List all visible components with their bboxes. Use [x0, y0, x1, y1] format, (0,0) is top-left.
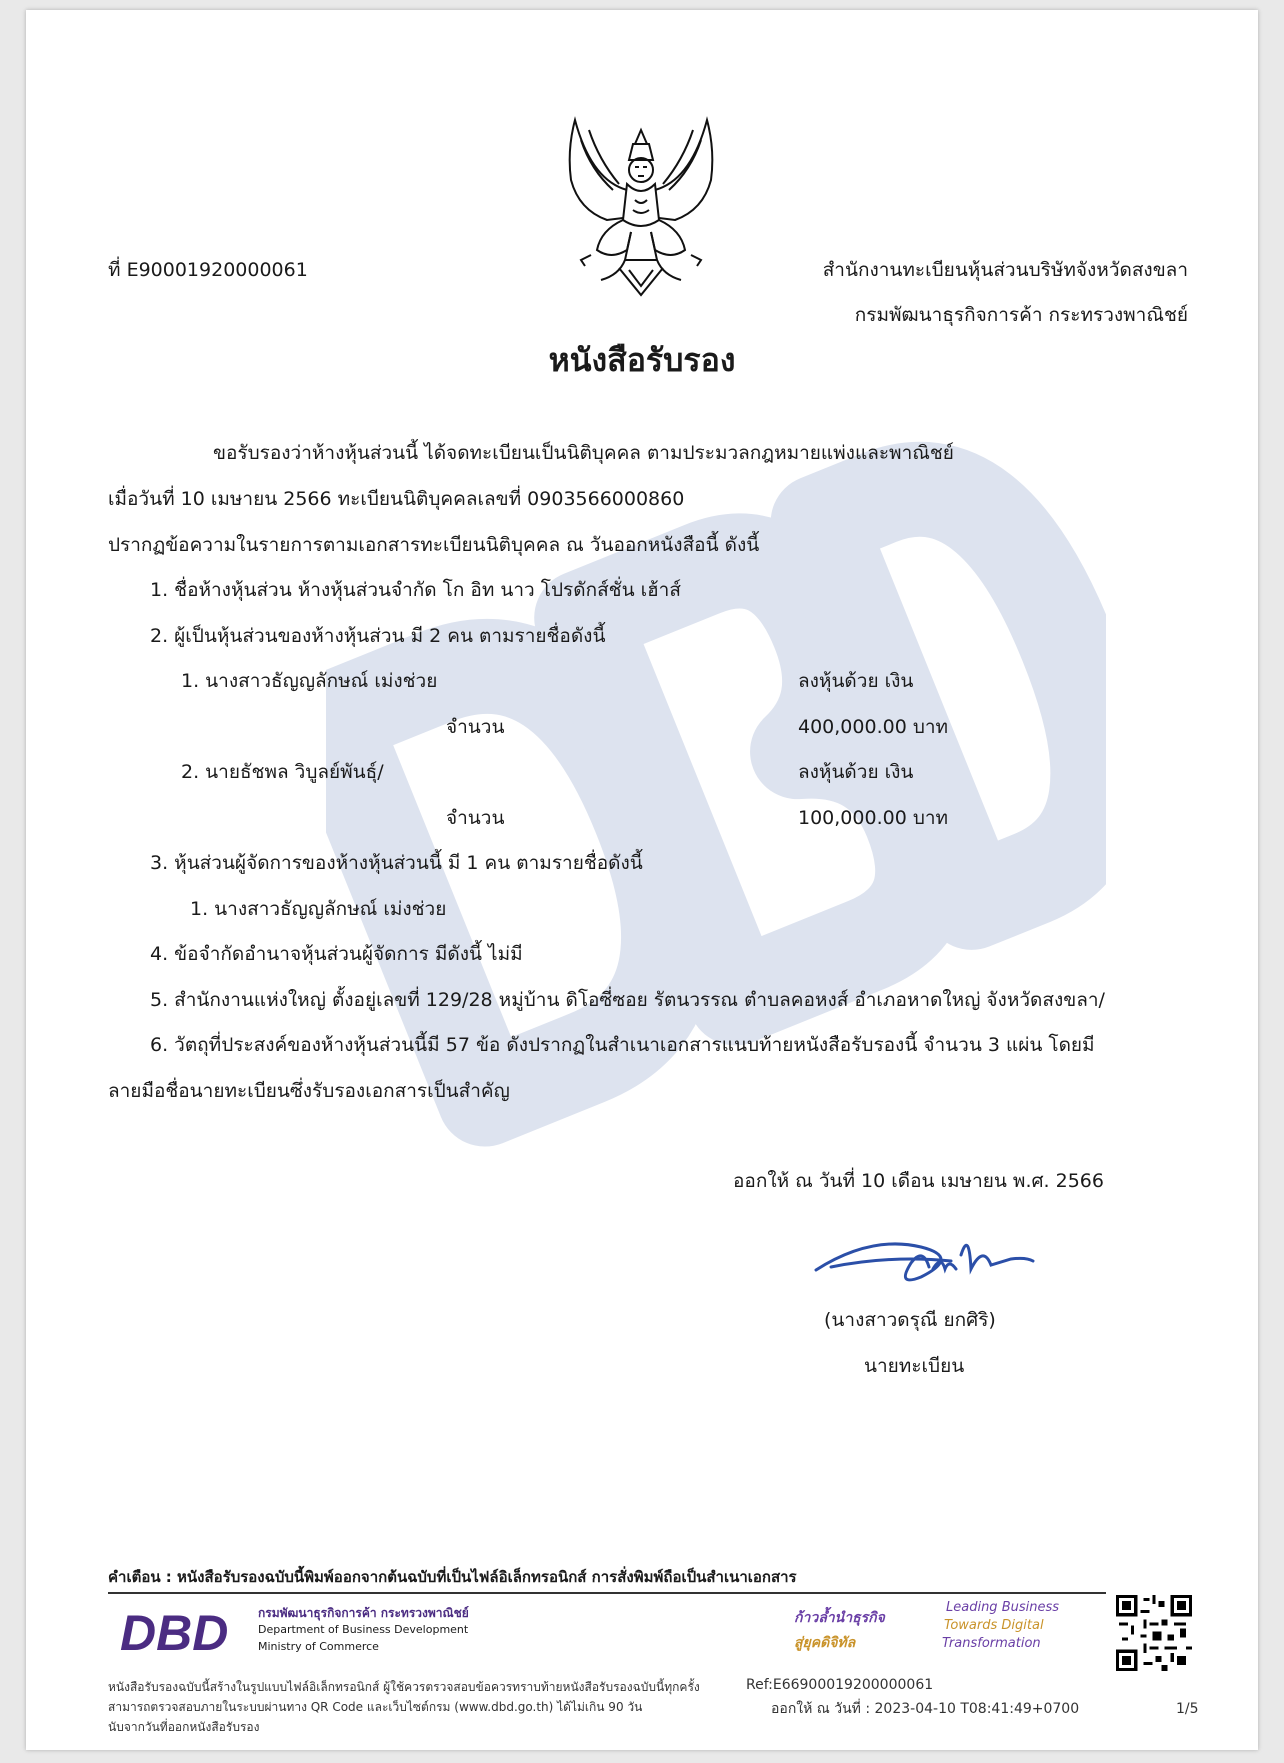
- issued-timestamp: ออกให้ ณ วันที่ : 2023-04-10 T08:41:49+0700: [771, 1701, 1080, 1717]
- partner-2-name: 2. นายธัชพล วิบูลย์พันธุ์/: [181, 761, 384, 783]
- managing-partner-name: 1. นางสาวธัญญลักษณ์ เม่งช่วย: [190, 898, 447, 920]
- intro-line-2: เมื่อวันที่ 10 เมษายน 2566 ทะเบียนนิติบุคคลเลขที่ 0903566000860: [108, 488, 685, 510]
- department-name: กรมพัฒนาธุรกิจการค้า กระทรวงพาณิชย์: [854, 304, 1188, 326]
- partner-2-amount-label: จำนวน: [446, 807, 505, 829]
- garuda-emblem-icon: [561, 110, 721, 300]
- registrar-signature: [811, 1225, 1051, 1295]
- dbd-logo: [118, 1602, 253, 1660]
- item-objectives-cont: ลายมือชื่อนายทะเบียนซึ่งรับรองเอกสารเป็นสำคัญ: [108, 1080, 510, 1102]
- partner-1-contribution: ลงหุ้นด้วย เงิน: [798, 670, 914, 692]
- slogan-thai-line-1: ก้าวล้ำนำธุรกิจ: [794, 1610, 885, 1626]
- slogan-english-line-3: Transformation: [942, 1636, 1041, 1651]
- org-name-english: Department of Business Development: [258, 1623, 469, 1636]
- item-partners-heading: 2. ผู้เป็นหุ้นส่วนของห้างหุ้นส่วน มี 2 คน ตามรายชื่อดังนี้: [150, 625, 606, 647]
- item-head-office: 5. สำนักงานแห่งใหญ่ ตั้งอยู่เลขที่ 129/28 หมู่บ้าน ดิโอซี่ซอย รัตนวรรณ ตำบลคอหงส์ อำเภอหาดใหญ่ จังหวัดสงขลา/: [150, 989, 1105, 1011]
- org-name-thai: กรมพัฒนาธุรกิจการค้า กระทรวงพาณิชย์: [258, 1606, 469, 1620]
- document-number: ที่ E90001920000061: [108, 259, 308, 281]
- qr-code[interactable]: [1116, 1595, 1192, 1671]
- partner-1-amount-label: จำนวน: [446, 716, 505, 738]
- org-ministry-english: Ministry of Commerce: [258, 1640, 379, 1653]
- slogan-english-line-2: Towards Digital: [944, 1618, 1044, 1633]
- notice-line-1: หนังสือรับรองฉบับนี้สร้างในรูปแบบไฟล์อิเล็กทรอนิกส์ ผู้ใช้ควรตรวจสอบข้อควรทราบท้ายหนังสือรับรองฉบับนี้ทุกครั้ง: [108, 1680, 700, 1694]
- item-authority-limit: 4. ข้อจำกัดอำนาจหุ้นส่วนผู้จัดการ มีดังนี้ ไม่มี: [150, 943, 523, 965]
- office-name: สำนักงานทะเบียนหุ้นส่วนบริษัทจังหวัดสงขลา: [822, 259, 1188, 281]
- footer-divider: [108, 1592, 1106, 1594]
- issue-date: ออกให้ ณ วันที่ 10 เดือน เมษายน พ.ศ. 2566: [733, 1170, 1104, 1192]
- registrar-title: นายทะเบียน: [864, 1355, 965, 1377]
- notice-line-3: นับจากวันที่ออกหนังสือรับรอง: [108, 1720, 260, 1734]
- certificate-page: [26, 10, 1258, 1750]
- registrar-name: (นางสาวดรุณี ยกศิริ): [824, 1309, 996, 1331]
- notice-line-2: สามารถตรวจสอบภายในระบบผ่านทาง QR Code และเว็บไซต์กรม (www.dbd.go.th) ได้ไม่เกิน 90 วัน: [108, 1700, 643, 1714]
- item-partnership-name: 1. ชื่อห้างหุ้นส่วน ห้างหุ้นส่วนจำกัด โก อิท นาว โปรดักส์ชั่น เฮ้าส์: [150, 579, 681, 601]
- item-objectives: 6. วัตถุที่ประสงค์ของห้างหุ้นส่วนนี้มี 57 ข้อ ดังปรากฏในสำเนาเอกสารแนบท้ายหนังสือรับรองนี้ จำนวน 3 แผ่น โดยมี: [150, 1034, 1095, 1056]
- reference-number: Ref:E66900019200000061: [746, 1677, 934, 1693]
- partner-2-contribution: ลงหุ้นด้วย เงิน: [798, 761, 914, 783]
- page-number: 1/5: [1176, 1701, 1199, 1717]
- partner-1-name: 1. นางสาวธัญญลักษณ์ เม่งช่วย: [181, 670, 438, 692]
- svg-text:DBD: DBD: [120, 1605, 229, 1660]
- warning-notice: คำเตือน : หนังสือรับรองฉบับนี้พิมพ์ออกจากต้นฉบับที่เป็นไฟล์อิเล็กทรอนิกส์ การสั่งพิมพ์ถือเป็นสำเนาเอกสาร: [108, 1568, 797, 1586]
- partner-1-amount: 400,000.00 บาท: [798, 716, 949, 738]
- slogan-english-line-1: Leading Business: [946, 1600, 1060, 1615]
- slogan-thai-line-2: สู่ยุคดิจิทัล: [794, 1635, 856, 1651]
- intro-line-1: ขอรับรองว่าห้างหุ้นส่วนนี้ ได้จดทะเบียนเป็นนิติบุคคล ตามประมวลกฎหมายแพ่งและพาณิชย์: [213, 442, 954, 464]
- intro-line-3: ปรากฏข้อความในรายการตามเอกสารทะเบียนนิติบุคคล ณ วันออกหนังสือนี้ ดังนี้: [108, 534, 760, 556]
- item-managing-partner: 3. หุ้นส่วนผู้จัดการของห้างหุ้นส่วนนี้ มี 1 คน ตามรายชื่อดังนี้: [150, 852, 643, 874]
- partner-2-amount: 100,000.00 บาท: [798, 807, 949, 829]
- page-title: หนังสือรับรอง: [548, 341, 736, 379]
